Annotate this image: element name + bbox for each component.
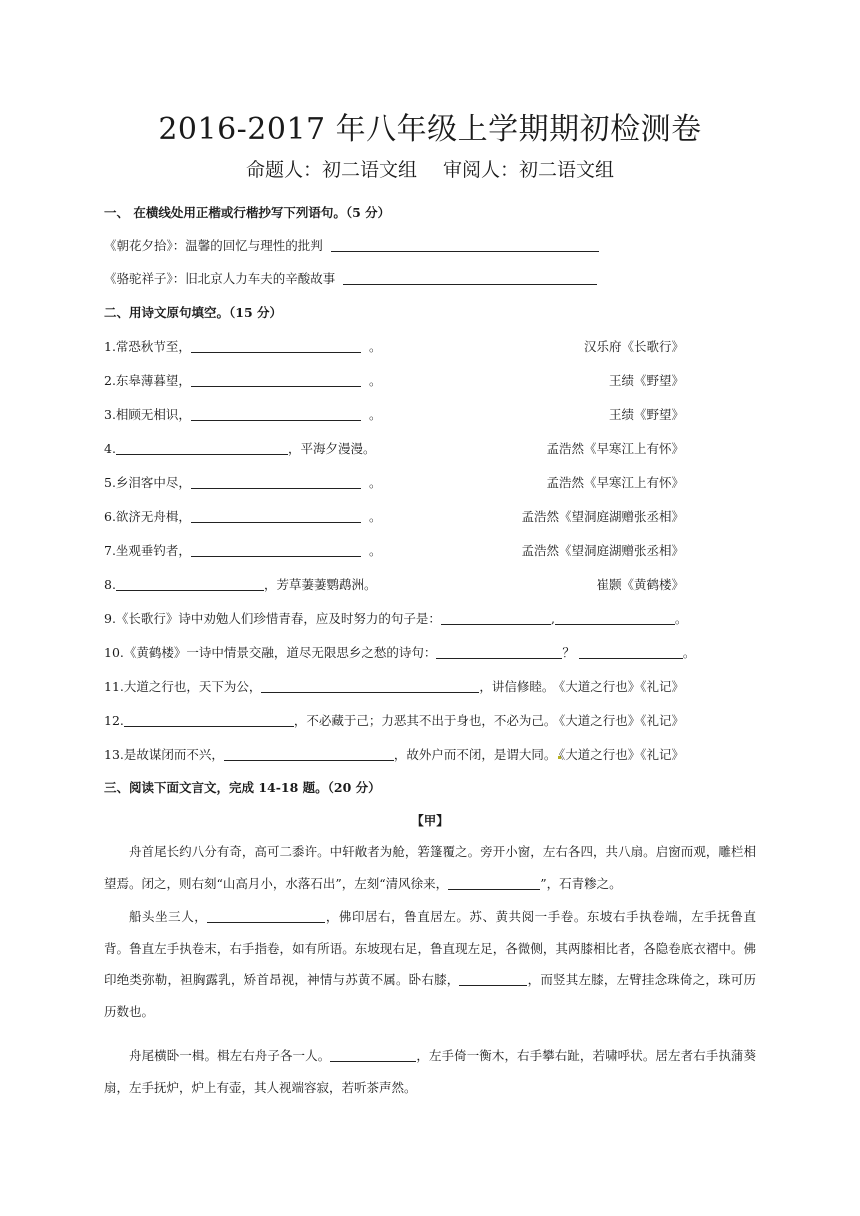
passage-paragraph — [104, 836, 756, 899]
line-prefix: 2.东皋薄暮望， — [104, 373, 191, 388]
line-suffix: 。 — [682, 645, 696, 660]
answer-blank[interactable] — [448, 876, 540, 890]
fill-line — [104, 439, 375, 457]
poem-source: 孟浩然《早寒江上有怀》 — [546, 475, 684, 490]
line-prefix: 10.《黄鹤楼》一诗中情景交融，道尽无限思乡之愁的诗句： — [104, 645, 437, 660]
line-prefix: 3.相顾无相识， — [104, 407, 191, 422]
answer-blank[interactable] — [191, 475, 361, 489]
passage-marker: 【甲】 — [411, 813, 449, 828]
reviewer-credit: 审阅人：初二语文组 — [443, 159, 615, 181]
paragraph-text: 船头坐三人， — [129, 909, 208, 924]
line-suffix: 。 — [674, 611, 688, 626]
fill-line — [104, 609, 687, 627]
line-prefix: 7.坐观垂钓者， — [104, 543, 191, 558]
answer-blank[interactable] — [459, 972, 527, 986]
copy-sentence: 《骆驼祥子》：旧北京人力车夫的辛酸故事 — [104, 271, 336, 286]
passage-paragraph — [104, 1040, 756, 1103]
answer-blank[interactable] — [555, 611, 675, 625]
answer-blank[interactable] — [191, 509, 361, 523]
line-separator: , — [550, 611, 555, 626]
line-suffix: 。 — [368, 543, 382, 558]
author-credit: 命题人：初二语文组 — [245, 159, 417, 181]
copy-line — [104, 269, 597, 287]
paragraph-text: 舟尾横卧一楫。楫左右舟子各一人。 — [129, 1048, 331, 1063]
fill-line — [104, 677, 554, 695]
section-2-heading: 二、用诗文原句填空。（15 分） — [104, 305, 282, 320]
answer-blank[interactable] — [436, 645, 562, 659]
section-1-heading: 一、 在横线处用正楷或行楷抄写下列语句。（5 分） — [104, 205, 391, 220]
paragraph-text: ，左手倚一衡木，右手攀右趾，若啸呼状。居左者右手执蒲葵扇，左手抚炉，炉上有壶，其人视端容寂，若听茶声然。 — [104, 1048, 756, 1095]
answer-blank[interactable] — [261, 679, 479, 693]
paragraph-text: ”，石青糁之。 — [540, 875, 622, 891]
line-suffix: 。 — [368, 475, 382, 490]
copy-line — [104, 236, 599, 254]
copy-sentence: 《朝花夕拾》：温馨的回忆与理性的批判 — [104, 238, 323, 253]
poem-source: 崔颢《黄鹤楼》 — [596, 577, 684, 592]
passage-paragraph — [104, 901, 756, 1027]
poem-source: 汉乐府《长歌行》 — [583, 339, 684, 354]
answer-blank[interactable] — [191, 543, 361, 557]
fill-line — [104, 507, 381, 525]
paragraph-text: ，佛印居右，鲁直居左。苏、黄共阅一手卷。东坡右手执卷端，左手抚鲁直背。鲁直左手执卷末，右手指卷，如有所语。东坡现右足，鲁直现左足，各微侧，其两膝相比者，各隐卷底衣褶中。佛印绝类弥勒，袒胸露乳，矫首昂视，神情与苏黄不属。卧右膝， — [104, 909, 756, 987]
line-prefix: 11.大道之行也，天下为公， — [104, 679, 262, 694]
fill-line — [104, 371, 381, 389]
answer-blank[interactable] — [330, 1048, 416, 1062]
line-separator: ？ — [562, 645, 575, 660]
text-source: 《大道之行也》《礼记》 — [552, 713, 684, 728]
answer-blank[interactable] — [224, 747, 394, 761]
answer-blank[interactable] — [191, 373, 361, 387]
line-prefix: 6.欲济无舟楫， — [104, 509, 191, 524]
fill-line — [104, 745, 561, 763]
fill-line — [104, 337, 381, 355]
fill-line — [104, 643, 695, 661]
line-prefix: 1.常恐秋节至， — [104, 339, 191, 354]
line-prefix: 12. — [104, 713, 124, 728]
answer-blank[interactable] — [116, 577, 264, 591]
line-prefix: 8. — [104, 577, 116, 592]
answer-blank[interactable] — [191, 339, 361, 353]
paragraph-text: 舟首尾长约八分有奇，高可二黍许。中轩敞者为舱，箬篷覆之。旁开小窗，左右各四，共八扇。启窗而观，雕栏相望焉。闭之，则右刻“山高月小，水落石出”，左刻“清风徐来， — [104, 844, 756, 891]
line-prefix: 13.是故谋闭而不兴， — [104, 747, 224, 762]
line-prefix: 4. — [104, 441, 116, 456]
fill-line — [104, 575, 376, 593]
answer-blank[interactable] — [116, 441, 288, 455]
line-suffix: 。 — [368, 407, 382, 422]
fill-line — [104, 711, 556, 729]
poem-source: 孟浩然《早寒江上有怀》 — [546, 441, 684, 456]
answer-blank[interactable] — [191, 407, 361, 421]
line-prefix: 5.乡泪客中尽， — [104, 475, 191, 490]
line-suffix: ，讲信修睦。 — [479, 679, 555, 694]
fill-line — [104, 541, 381, 559]
line-prefix: 9.《长歌行》诗中劝勉人们珍惜青春，应及时努力的句子是： — [104, 611, 441, 626]
line-suffix: ，芳草萋萋鹦鹉洲。 — [263, 577, 377, 592]
line-suffix: 。 — [368, 339, 382, 354]
paragraph-text: ，而竖其左膝，左臂挂念珠倚之，珠可历历数也。 — [104, 972, 756, 1019]
fill-line — [104, 473, 381, 491]
poem-source: 孟浩然《望洞庭湖赠张丞相》 — [521, 543, 684, 558]
answer-blank[interactable] — [343, 271, 597, 285]
answer-blank[interactable] — [579, 645, 683, 659]
section-3-heading: 三、阅读下面文言文，完成 14-18 题。（20 分） — [104, 780, 381, 795]
line-suffix: ，不必藏于己；力恶其不出于身也，不必为己。 — [293, 713, 557, 728]
text-source: 《大道之行也》《礼记》 — [552, 747, 684, 762]
answer-blank[interactable] — [331, 238, 599, 252]
answer-blank[interactable] — [124, 713, 294, 727]
page-subtitle — [0, 155, 860, 182]
line-suffix: 。 — [368, 373, 382, 388]
poem-source: 王绩《野望》 — [608, 407, 684, 422]
fill-line — [104, 405, 381, 423]
poem-source: 王绩《野望》 — [608, 373, 684, 388]
text-source: 《大道之行也》《礼记》 — [552, 679, 684, 694]
answer-blank[interactable] — [441, 611, 551, 625]
poem-source: 孟浩然《望洞庭湖赠张丞相》 — [521, 509, 684, 524]
line-suffix: ，平海夕漫漫。 — [287, 441, 376, 456]
page-title: 2016-2017 年八年级上学期期初检测卷 — [158, 112, 702, 147]
line-suffix: 。 — [368, 509, 382, 524]
line-suffix: ，故外户而不闭，是谓大同。 — [393, 747, 557, 762]
answer-blank[interactable] — [207, 909, 325, 923]
